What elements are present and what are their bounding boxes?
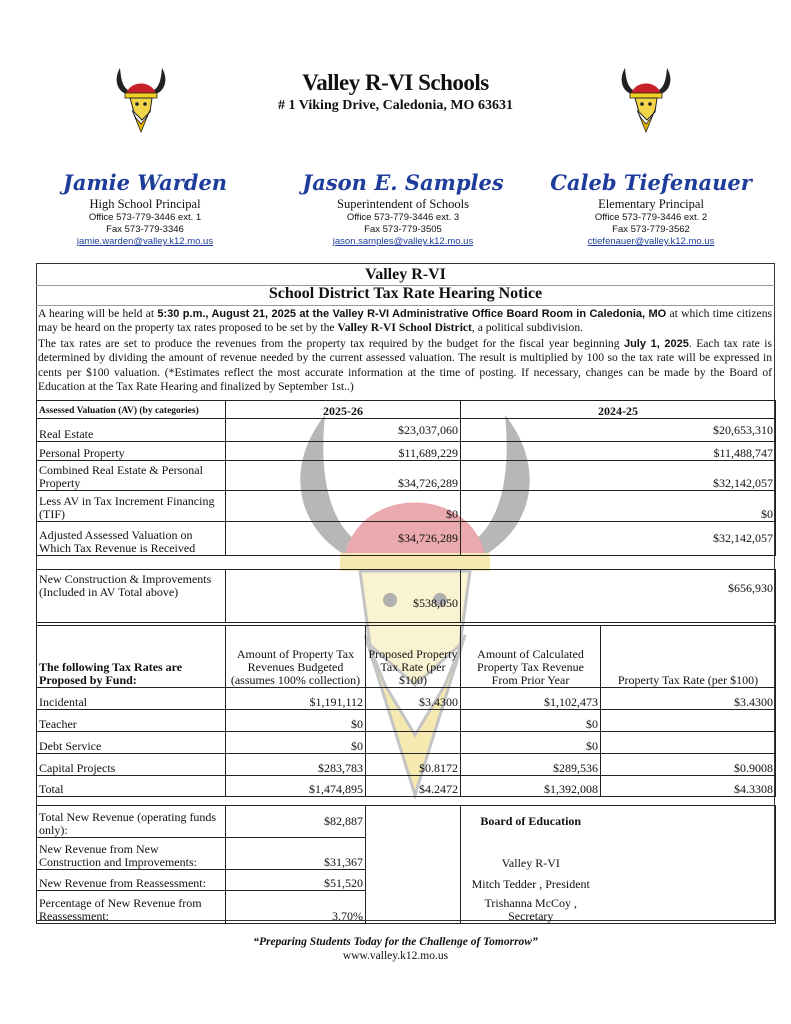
value-2025: $11,689,229	[226, 442, 461, 461]
staff-elementary-principal	[536, 170, 766, 248]
table-row	[37, 461, 776, 491]
office-phone: Office 573-779-3446 ext. 3	[346, 212, 460, 223]
assessed-valuation-table	[36, 400, 776, 556]
table-row	[37, 732, 776, 754]
value-2025: $34,726,289	[226, 522, 461, 556]
motto: “Preparing Students Today for the Challenge of Tomorrow”	[253, 936, 538, 948]
budgeted-revenue: $0	[226, 732, 366, 754]
table-row	[37, 754, 776, 776]
value-2024: $32,142,057	[461, 522, 776, 556]
row-label: Real Estate	[37, 419, 226, 442]
empty-cell	[601, 870, 776, 891]
fund-name: Incidental	[37, 688, 226, 710]
fax-number: Fax 573-779-3505	[364, 224, 442, 235]
table-row	[37, 688, 776, 710]
signature: Caleb Tiefenauer	[550, 170, 752, 195]
office-phone: Office 573-779-3446 ext. 1	[88, 212, 202, 223]
email-link[interactable]: ctiefenauer@valley.k12.mo.us	[587, 236, 715, 247]
empty-cell	[366, 838, 461, 870]
proposed-rate: $3.4300	[366, 688, 461, 710]
table-row	[37, 419, 776, 442]
staff-high-school-principal	[30, 170, 260, 248]
school-name: Valley R-VI Schools	[302, 70, 489, 95]
empty-cell	[601, 806, 776, 838]
budgeted-revenue: $283,783	[226, 754, 366, 776]
budgeted-revenue: $1,474,895	[226, 776, 366, 797]
value-2025: $23,037,060	[226, 419, 461, 442]
prior-revenue: $289,536	[461, 754, 601, 776]
proposed-rate: $0.8172	[366, 754, 461, 776]
prior-revenue-header: Amount of Calculated Property Tax Revenue From Prior Year	[461, 626, 601, 688]
text: , a political subdivision.	[471, 321, 584, 335]
new-revenue-table	[36, 805, 776, 924]
budgeted-revenue: $0	[226, 710, 366, 732]
tax-rates-table	[36, 625, 776, 797]
revenue-label: New Revenue from Reassessment:	[37, 870, 226, 891]
budgeted-revenue: $1,191,112	[226, 688, 366, 710]
staff-superintendent	[288, 170, 518, 248]
new-construction-table	[36, 569, 776, 623]
staff-title: High School Principal	[89, 197, 201, 211]
table-row	[37, 491, 776, 522]
table-header-row	[37, 626, 776, 688]
row-label: Adjusted Assessed Valuation on Which Tax Revenue is Received	[37, 522, 226, 556]
fiscal-year-date: July 1, 2025	[623, 338, 689, 350]
revenue-label: New Revenue from New Construction and Improvements:	[37, 838, 226, 870]
budgeted-revenue-header: Amount of Property Tax Revenues Budgeted (assumes 100% collection)	[226, 626, 366, 688]
prior-revenue: $1,102,473	[461, 688, 601, 710]
prior-rate: $3.4300	[601, 688, 776, 710]
prior-rate: $4.3308	[601, 776, 776, 797]
prior-revenue: $0	[461, 710, 601, 732]
proposed-rate	[366, 732, 461, 754]
prior-rate: $0.9008	[601, 754, 776, 776]
table-row	[37, 442, 776, 461]
value-2025: $538,050	[226, 570, 461, 623]
school-address: # 1 Viking Drive, Caledonia, MO 63631	[278, 98, 513, 113]
year-2024-header: 2024-25	[461, 401, 776, 419]
fund-name: Debt Service	[37, 732, 226, 754]
value-2024: $11,488,747	[461, 442, 776, 461]
hearing-time: 5:30 p.m., August 21, 2025 at the Valley R-VI Administrative Office Board Room in Caledonia, MO	[157, 308, 667, 320]
table-header-row	[37, 401, 776, 419]
fund-name: Capital Projects	[37, 754, 226, 776]
tax-rate-paragraph	[38, 337, 772, 395]
district-name: Valley R-VI School District	[337, 321, 472, 335]
table-row	[37, 838, 776, 870]
empty-cell	[366, 806, 461, 838]
signature: Jason E. Samples	[302, 170, 504, 195]
prior-revenue: $0	[461, 732, 601, 754]
revenue-value: $82,887	[226, 806, 366, 838]
revenue-value: $31,367	[226, 838, 366, 870]
fund-header: The following Tax Rates are Proposed by Fund:	[37, 626, 226, 688]
divider	[36, 305, 775, 306]
revenue-label: Total New Revenue (operating funds only):	[37, 806, 226, 838]
staff-title: Superintendent of Schools	[337, 197, 469, 211]
email-link[interactable]: jamie.warden@valley.k12.mo.us	[76, 236, 214, 247]
prior-revenue: $1,392,008	[461, 776, 601, 797]
board-president: Mitch Tedder , President	[461, 870, 601, 891]
av-header-label: Assessed Valuation (AV) (by categories)	[37, 401, 226, 419]
staff-title: Elementary Principal	[598, 197, 704, 211]
prior-rate-header: Property Tax Rate (per $100)	[601, 626, 776, 688]
revenue-label: Percentage of New Revenue from Reassessment:	[37, 891, 226, 924]
value-2025: $34,726,289	[226, 461, 461, 491]
signature: Jamie Warden	[62, 170, 228, 195]
prior-rate	[601, 710, 776, 732]
table-row	[37, 776, 776, 797]
table-row	[37, 806, 776, 838]
year-2025-header: 2025-26	[226, 401, 461, 419]
fax-number: Fax 573-779-3346	[106, 224, 184, 235]
hearing-paragraph	[38, 307, 772, 336]
revenue-value: 3.70%	[226, 891, 366, 924]
revenue-value: $51,520	[226, 870, 366, 891]
value-2024: $0	[461, 491, 776, 522]
table-row	[37, 522, 776, 556]
empty-cell	[366, 891, 461, 924]
table-row	[37, 891, 776, 924]
value-2024: $20,653,310	[461, 419, 776, 442]
row-label: Less AV in Tax Increment Financing (TIF)	[37, 491, 226, 522]
email-link[interactable]: jason.samples@valley.k12.mo.us	[332, 236, 474, 247]
prior-rate	[601, 732, 776, 754]
proposed-rate-header: Proposed Property Tax Rate (per $100)	[366, 626, 461, 688]
fund-name: Total	[37, 776, 226, 797]
row-label: Personal Property	[37, 442, 226, 461]
board-secretary: Trishanna McCoy , Secretary	[461, 891, 601, 924]
text: . Each tax rate is determined by dividing the amount of revenue needed by the current assessed valuation. The result is multiplied by 100 so the tax rate will be expressed in cents per $100 valuation. (*Estimates reflect the most accurate information at the time of posting. If necessary, changes can be made by the Board of Education at the Tax Rate Hearing and finalized by September 1st..)	[38, 337, 772, 394]
proposed-rate	[366, 710, 461, 732]
row-label: Combined Real Estate & Personal Property	[37, 461, 226, 491]
proposed-rate: $4.2472	[366, 776, 461, 797]
board-heading: Board of Education	[461, 806, 601, 838]
table-row	[37, 870, 776, 891]
value-2024: $32,142,057	[461, 461, 776, 491]
text: at which time citizens may be heard on the property tax rates proposed to be set by the	[38, 307, 773, 335]
empty-cell	[601, 891, 776, 924]
value-2025: $0	[226, 491, 461, 522]
notice-title: Valley R-VI	[365, 266, 446, 283]
text: The tax rates are set to produce the revenues from the property tax required by the budget for the fiscal year beginning	[38, 337, 624, 350]
website: www.valley.k12.mo.us	[342, 950, 449, 962]
table-row	[37, 710, 776, 732]
empty-cell	[366, 870, 461, 891]
value-2024: $656,930	[461, 570, 776, 623]
row-label: New Construction & Improvements (Included in AV Total above)	[37, 570, 226, 623]
fund-name: Teacher	[37, 710, 226, 732]
table-row	[37, 570, 776, 623]
text: A hearing will be held at	[38, 307, 158, 320]
notice-subtitle: School District Tax Rate Hearing Notice	[268, 285, 543, 302]
fax-number: Fax 573-779-3562	[612, 224, 690, 235]
office-phone: Office 573-779-3446 ext. 2	[594, 212, 708, 223]
board-name: Valley R-VI	[461, 838, 601, 870]
empty-cell	[601, 838, 776, 870]
